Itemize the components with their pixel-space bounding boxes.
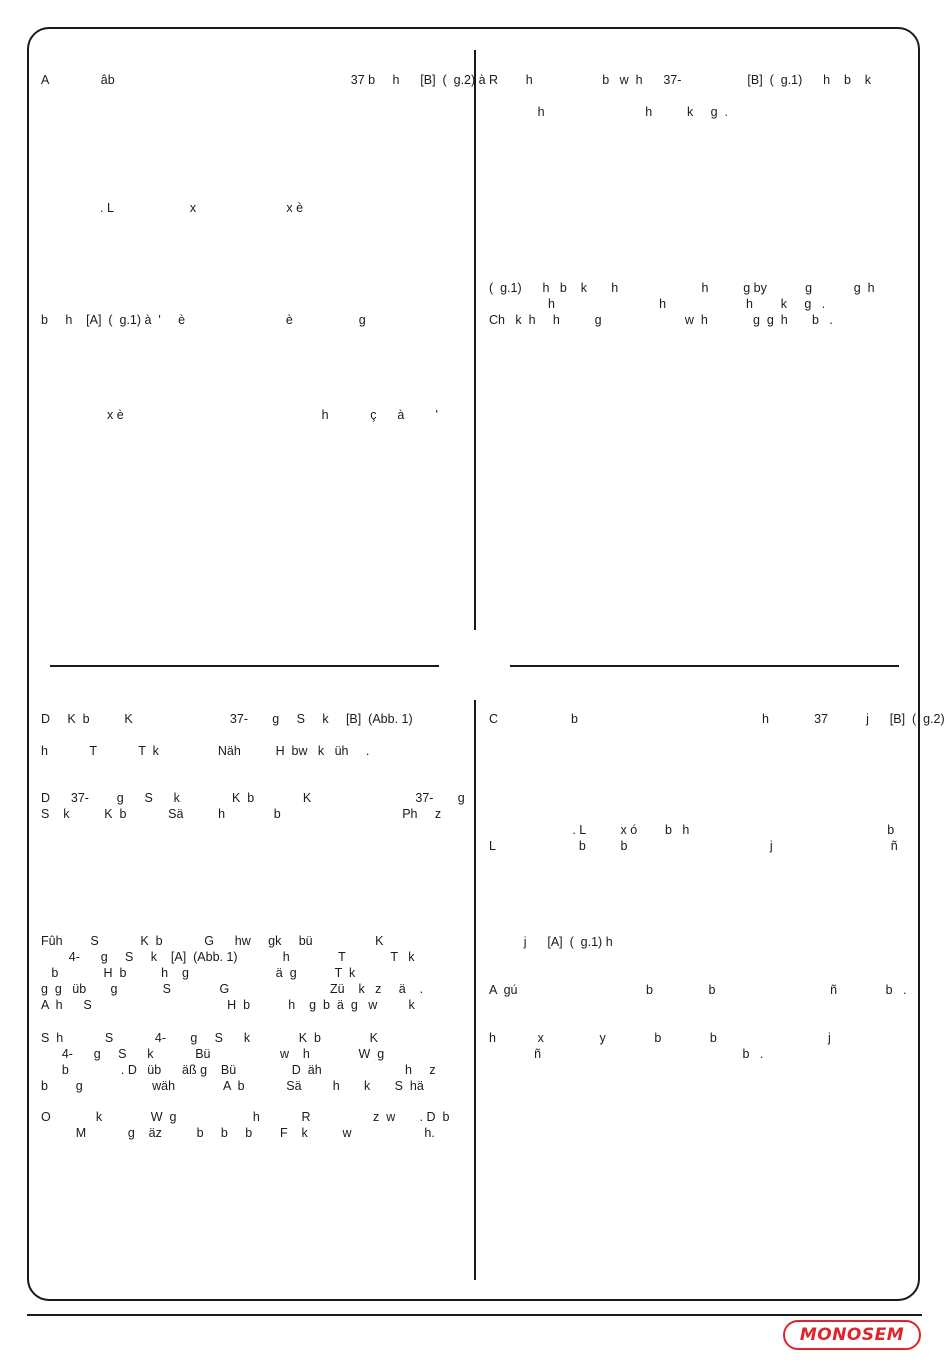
paragraph: ( g.1) h b k h h g by g g h h h h k g . Ch k h h g w h g g h b . [489,281,875,327]
section-divider-left [50,665,439,667]
paragraph: x è h ç à ' [41,408,438,422]
paragraph: D 37- g S k K b K 37- g S k K b Sä h b Ph z [41,791,465,821]
paragraph: R h b w h 37- [B] ( g.1) h b k h h k g . [489,73,872,119]
logo-wordmark: MONOSEM [799,1325,905,1345]
paragraph: A gú b b ñ b . [489,983,907,997]
paragraph: A âb 37 b h [B] ( g.2) à [41,73,486,87]
footer-rule [27,1314,922,1316]
column-divider-bottom [474,700,476,1280]
monosem-logo [783,1320,921,1350]
section-divider-right [510,665,899,667]
column-divider-top [474,50,476,630]
paragraph: D K b K 37- g S k [B] (Abb. 1) [41,712,413,726]
paragraph: O k W g h R z w . D b M g äz b b b F k w h. [41,1110,450,1140]
paragraph: h T T k Näh H bw k üh . [41,744,370,758]
paragraph: Fûh S K b G hw gk bü K 4- g S k [A] (Abb. 1) h T T k b H b h g ä g T k g g üb g S G Zü k z ä . A h S H b h g b ä g w k [41,934,424,1012]
paragraph: h x y b b j ñ b . [489,1031,831,1061]
paragraph: S h S 4- g S k K b K 4- g S k Bü w h W g b . D üb äß g Bü D äh h z b g wäh A b Sä h k S hä [41,1031,436,1093]
paragraph: . L x x è [41,201,304,215]
paragraph: j [A] ( g.1) h [489,935,613,949]
paragraph: b h [A] ( g.1) à ' è è g [41,313,366,327]
paragraph: C b h 37 j [B] ( g.2) [489,712,945,726]
paragraph: . L x ó b h b L b b j ñ [489,823,898,853]
